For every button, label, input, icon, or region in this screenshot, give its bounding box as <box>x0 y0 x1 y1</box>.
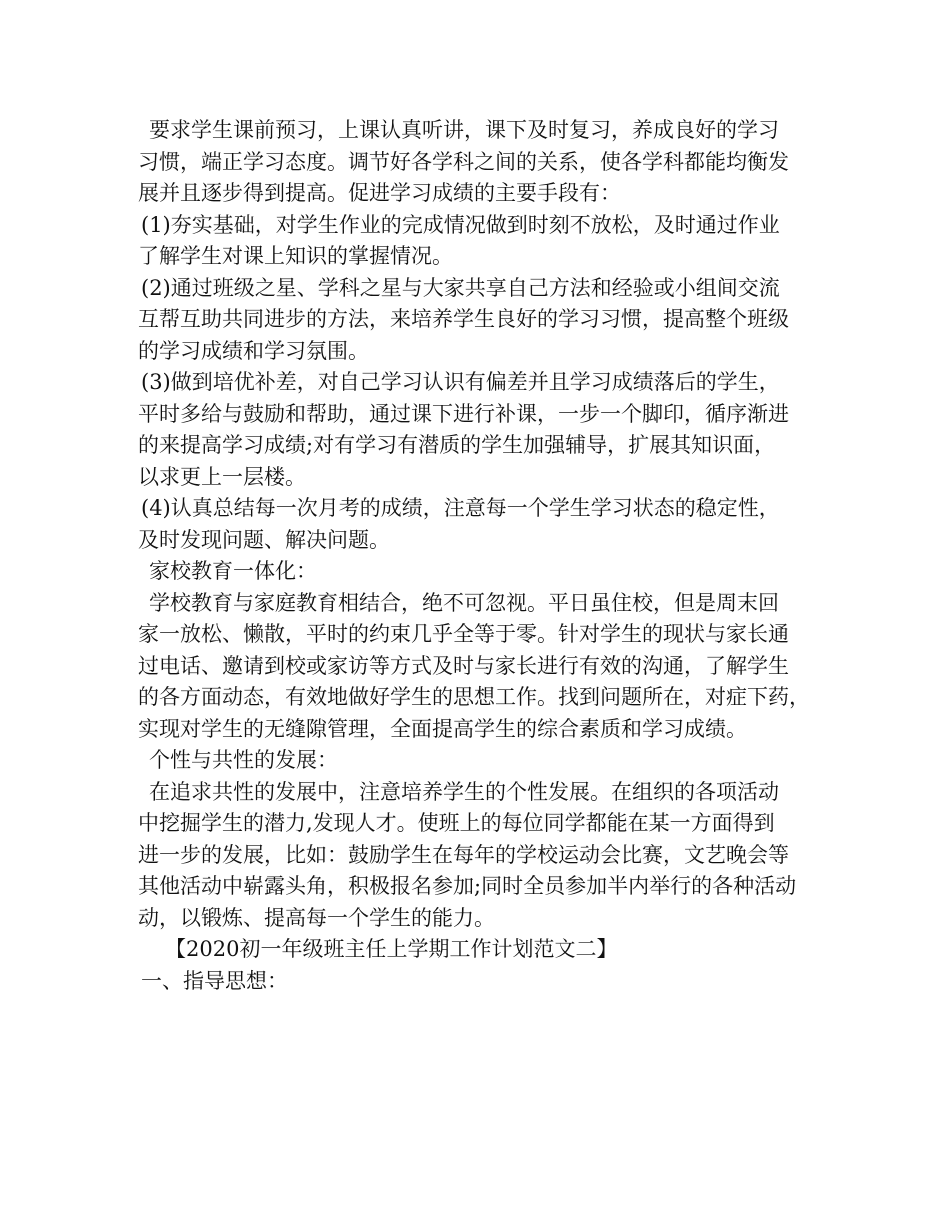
text-line: 动，以锻炼、提高每一个学生的能力。 <box>138 905 495 930</box>
text-line: 了解学生对课上知识的掌握情况。 <box>138 244 453 268</box>
text-line: 平时多给与鼓励和帮助，通过课下进行补课，一步一个脚印，循序渐进 <box>138 401 789 426</box>
section-heading: 一、指导思想： <box>141 968 288 993</box>
text-line: (3)做到培优补差，对自己学习认识有偏差并且学习成绩落后的学生， <box>141 370 780 394</box>
text-line: 中挖掘学生的潜力,发现人才。使班上的每位同学都能在某一方面得到 <box>138 811 775 835</box>
section-heading: 家校教育一体化： <box>149 559 317 583</box>
text-line: 的学习成绩和学习氛围。 <box>138 338 369 363</box>
text-line: 的来提高学习成绩;对有学习有潜质的学生加强辅导，扩展其知识面， <box>138 433 776 457</box>
text-line: 在追求共性的发展中，注意培养学生的个性发展。在组织的各项活动 <box>149 779 779 804</box>
text-line: 要求学生课前预习，上课认真听讲，课下及时复习，养成良好的学习 <box>149 118 779 142</box>
text-line: 进一步的发展，比如：鼓励学生在每年的学校运动会比赛，文艺晚会等 <box>138 842 789 867</box>
text-line: 其他活动中崭露头角，积极报名参加;同时全员参加半内举行的各种活动 <box>138 874 797 898</box>
text-line: 实现对学生的无缝隙管理，全面提高学生的综合素质和学习成绩。 <box>138 716 747 741</box>
document-page <box>138 115 828 997</box>
section-title: 【2020初一年级班主任上学期工作计划范文二】 <box>165 937 618 961</box>
text-line: 以求更上一层楼。 <box>138 464 306 489</box>
section-heading: 个性与共性的发展： <box>149 748 338 772</box>
text-line: 及时发现问题、解决问题。 <box>138 527 390 552</box>
text-line: 的各方面动态，有效地做好学生的思想工作。找到问题所在，对症下药， <box>138 685 810 709</box>
text-line: 家一放松、懒散，平时的约束几乎全等于零。针对学生的现状与家长通 <box>138 622 789 646</box>
text-line: 学校教育与家庭教育相结合，绝不可忽视。平日虽住校，但是周末回 <box>149 590 779 615</box>
text-line: 习惯，端正学习态度。调节好各学科之间的关系，使各学科都能均衡发 <box>138 149 789 174</box>
text-line: (2)通过班级之星、学科之星与大家共享自己方法和经验或小组间交流 <box>141 275 780 300</box>
text-line: (1)夯实基础，对学生作业的完成情况做到时刻不放松，及时通过作业 <box>141 212 780 237</box>
text-line: 过电话、邀请到校或家访等方式及时与家长进行有效的沟通，了解学生 <box>138 653 789 678</box>
text-line: 展并且逐步得到提高。促进学习成绩的主要手段有： <box>138 181 621 205</box>
text-line: (4)认真总结每一次月考的成绩，注意每一个学生学习状态的稳定性， <box>141 496 780 520</box>
text-line: 互帮互助共同进步的方法，来培养学生良好的学习习惯，提高整个班级 <box>138 307 789 331</box>
